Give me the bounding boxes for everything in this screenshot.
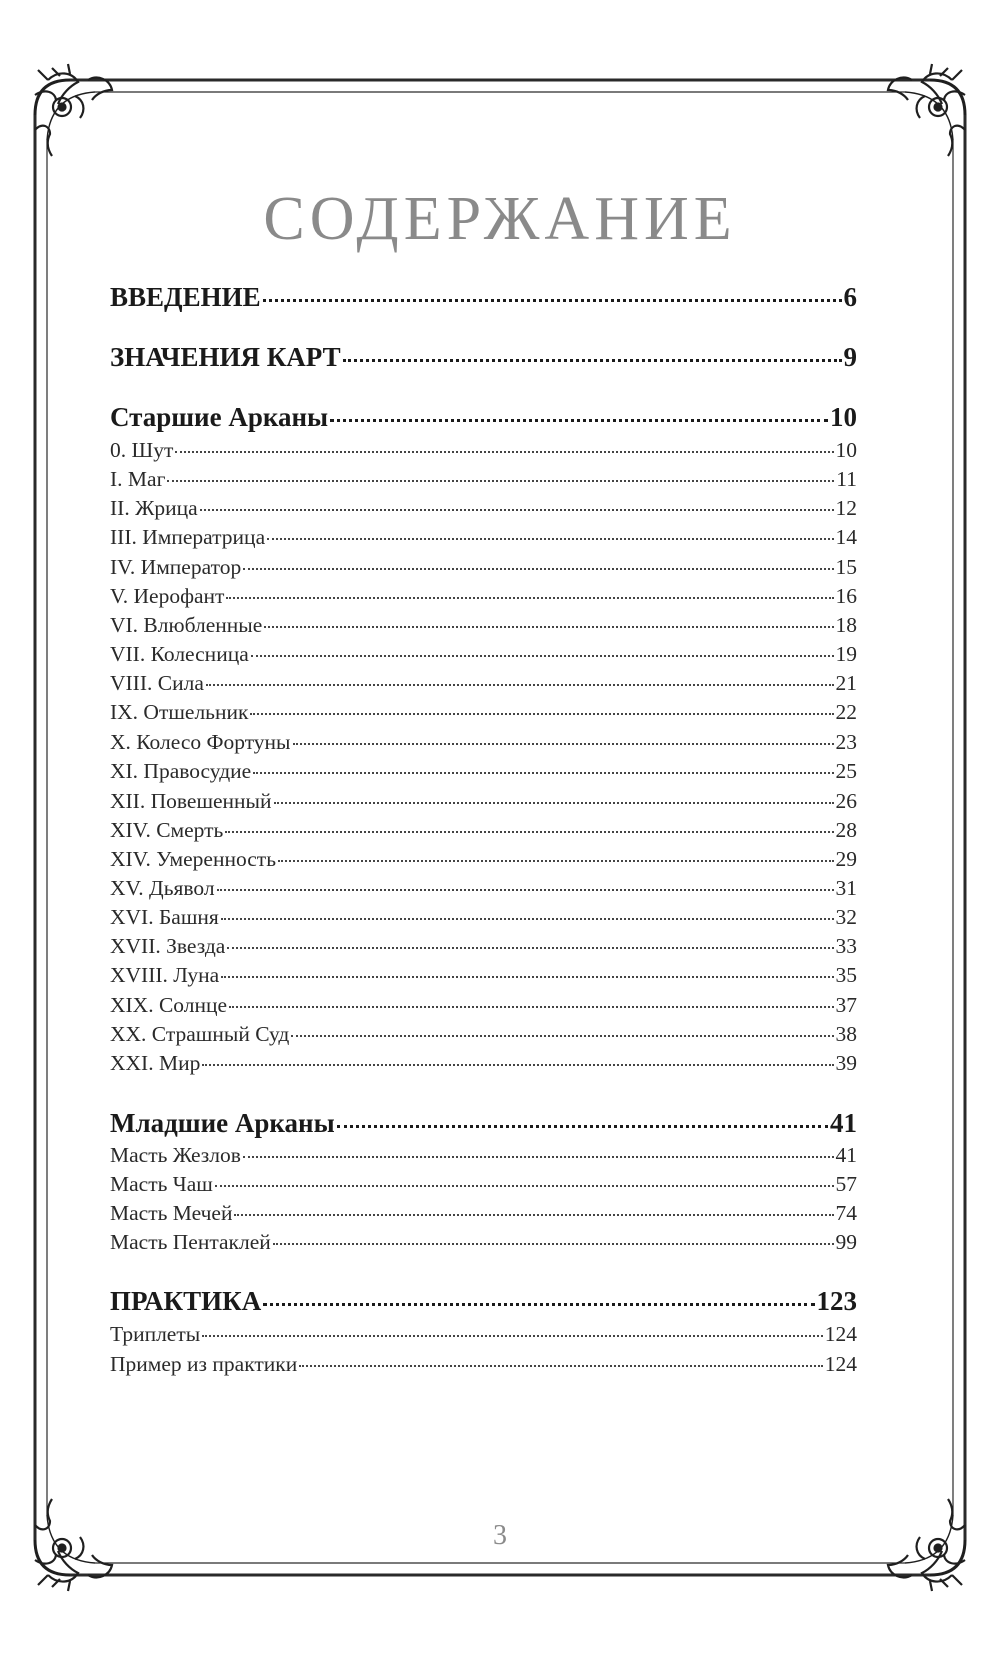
toc-entry bbox=[110, 613, 857, 638]
toc-entry-title: I. Маг bbox=[110, 467, 166, 491]
toc-entry-title: V. Иерофант bbox=[110, 584, 225, 608]
toc-entry bbox=[110, 1230, 857, 1255]
toc-entry bbox=[110, 700, 857, 725]
toc-entry bbox=[110, 642, 857, 667]
toc-entry-title: ПРАКТИКА bbox=[110, 1286, 262, 1316]
toc-dot-leader bbox=[291, 1035, 833, 1037]
toc-entry-page: 124 bbox=[824, 1322, 857, 1346]
toc-entry-page: 38 bbox=[835, 1022, 857, 1046]
toc-entry-page: 19 bbox=[835, 642, 857, 666]
toc-entry-title: VIII. Сила bbox=[110, 671, 204, 695]
toc-entry-page: 10 bbox=[835, 438, 857, 462]
toc-entry-page: 31 bbox=[835, 876, 857, 900]
toc-entry bbox=[110, 934, 857, 959]
toc-entry-page: 16 bbox=[835, 584, 857, 608]
toc-entry bbox=[110, 847, 857, 872]
toc-entry bbox=[110, 1172, 857, 1197]
toc-entry bbox=[110, 282, 857, 313]
toc-entry-title: II. Жрица bbox=[110, 496, 198, 520]
toc-entry-title: IV. Император bbox=[110, 555, 242, 579]
toc-dot-leader bbox=[229, 1006, 833, 1008]
toc-entry bbox=[110, 993, 857, 1018]
toc-entry bbox=[110, 1143, 857, 1168]
toc-dot-leader bbox=[225, 831, 833, 833]
toc-entry-page: 123 bbox=[816, 1286, 857, 1316]
toc-entry-title: Масть Чаш bbox=[110, 1172, 213, 1196]
toc-dot-leader bbox=[202, 1064, 833, 1066]
toc-dot-leader bbox=[251, 655, 834, 657]
toc-entry-page: 26 bbox=[835, 789, 857, 813]
toc-dot-leader bbox=[227, 947, 833, 949]
toc-entry-title: XVIII. Луна bbox=[110, 963, 220, 987]
toc-entry bbox=[110, 905, 857, 930]
toc-entry-title: IX. Отшельник bbox=[110, 700, 249, 724]
toc-entry bbox=[110, 1322, 857, 1347]
toc-entry-page: 28 bbox=[835, 818, 857, 842]
table-of-contents bbox=[110, 0, 857, 1655]
toc-entry bbox=[110, 789, 857, 814]
toc-entry-page: 12 bbox=[835, 496, 857, 520]
toc-entry-page: 41 bbox=[830, 1108, 857, 1138]
toc-entry-page: 15 bbox=[835, 555, 857, 579]
toc-entry-page: 33 bbox=[835, 934, 857, 958]
toc-entry bbox=[110, 496, 857, 521]
toc-dot-leader bbox=[263, 299, 842, 302]
toc-entry-title: 0. Шут bbox=[110, 438, 174, 462]
toc-entry bbox=[110, 555, 857, 580]
toc-entry-page: 22 bbox=[835, 700, 857, 724]
toc-entry-title: VII. Колесница bbox=[110, 642, 249, 666]
toc-dot-leader bbox=[337, 1125, 828, 1128]
toc-dot-leader bbox=[264, 626, 833, 628]
toc-entry bbox=[110, 1022, 857, 1047]
toc-dot-leader bbox=[243, 1156, 834, 1158]
toc-entry bbox=[110, 584, 857, 609]
toc-entry-page: 74 bbox=[835, 1201, 857, 1225]
toc-dot-leader bbox=[293, 743, 834, 745]
toc-entry bbox=[110, 467, 857, 492]
toc-dot-leader bbox=[206, 684, 834, 686]
toc-entry bbox=[110, 1108, 857, 1139]
toc-entry bbox=[110, 402, 857, 433]
toc-entry-page: 14 bbox=[835, 525, 857, 549]
page-title: СОДЕРЖАНИЕ bbox=[263, 185, 737, 253]
toc-entry-page: 21 bbox=[835, 671, 857, 695]
toc-dot-leader bbox=[343, 359, 842, 362]
toc-dot-leader bbox=[221, 918, 834, 920]
toc-entry-page: 35 bbox=[835, 963, 857, 987]
toc-dot-leader bbox=[253, 772, 833, 774]
toc-entry-title: XIV. Смерть bbox=[110, 818, 224, 842]
toc-entry bbox=[110, 818, 857, 843]
toc-entry-title: Масть Жезлов bbox=[110, 1143, 241, 1167]
toc-dot-leader bbox=[330, 419, 828, 422]
toc-dot-leader bbox=[167, 480, 834, 482]
toc-entry-page: 11 bbox=[836, 467, 857, 491]
toc-entry bbox=[110, 671, 857, 696]
toc-entry bbox=[110, 1051, 857, 1076]
toc-entry-page: 32 bbox=[835, 905, 857, 929]
toc-entry-page: 9 bbox=[843, 342, 857, 372]
toc-entry-page: 18 bbox=[835, 613, 857, 637]
toc-entry-title: XII. Повешенный bbox=[110, 789, 272, 813]
toc-dot-leader bbox=[299, 1365, 823, 1367]
toc-dot-leader bbox=[215, 1185, 834, 1187]
toc-entry-page: 10 bbox=[830, 402, 857, 432]
toc-entry bbox=[110, 730, 857, 755]
toc-dot-leader bbox=[278, 860, 833, 862]
toc-entry-title: XI. Правосудие bbox=[110, 759, 252, 783]
toc-entry bbox=[110, 525, 857, 550]
toc-entry-page: 37 bbox=[835, 993, 857, 1017]
toc-dot-leader bbox=[202, 1335, 823, 1337]
toc-entry-title: III. Императрица bbox=[110, 525, 266, 549]
toc-entry-page: 124 bbox=[824, 1352, 857, 1376]
toc-entry-page: 29 bbox=[835, 847, 857, 871]
toc-entry-page: 99 bbox=[835, 1230, 857, 1254]
toc-dot-leader bbox=[175, 451, 833, 453]
toc-entry bbox=[110, 1286, 857, 1317]
toc-dot-leader bbox=[217, 889, 834, 891]
toc-dot-leader bbox=[226, 597, 833, 599]
toc-dot-leader bbox=[273, 1243, 834, 1245]
toc-entry-page: 25 bbox=[835, 759, 857, 783]
toc-entry bbox=[110, 342, 857, 373]
toc-entry bbox=[110, 759, 857, 784]
toc-dot-leader bbox=[243, 568, 833, 570]
toc-dot-leader bbox=[221, 976, 833, 978]
toc-entry bbox=[110, 1201, 857, 1226]
toc-dot-leader bbox=[263, 1303, 814, 1306]
toc-entry-title: ЗНАЧЕНИЯ КАРТ bbox=[110, 342, 341, 372]
toc-entry-title: X. Колесо Фортуны bbox=[110, 730, 291, 754]
toc-entry-title: ВВЕДЕНИЕ bbox=[110, 282, 261, 312]
toc-entry-title: XVI. Башня bbox=[110, 905, 219, 929]
toc-dot-leader bbox=[200, 509, 834, 511]
toc-entry-title: Младшие Арканы bbox=[110, 1108, 335, 1138]
toc-entry bbox=[110, 438, 857, 463]
toc-entry-title: XXI. Мир bbox=[110, 1051, 201, 1075]
toc-dot-leader bbox=[250, 713, 833, 715]
toc-entry-title: Триплеты bbox=[110, 1322, 201, 1346]
toc-entry-title: XVII. Звезда bbox=[110, 934, 226, 958]
toc-entry-title: XV. Дьявол bbox=[110, 876, 215, 900]
toc-dot-leader bbox=[267, 538, 833, 540]
page-number: 3 bbox=[493, 1520, 507, 1551]
toc-entry bbox=[110, 963, 857, 988]
toc-entry-title: XX. Страшный Суд bbox=[110, 1022, 290, 1046]
toc-entry-page: 57 bbox=[835, 1172, 857, 1196]
toc-entry-title: Пример из практики bbox=[110, 1352, 298, 1376]
toc-entry bbox=[110, 1352, 857, 1377]
toc-dot-leader bbox=[274, 802, 834, 804]
toc-entry-page: 39 bbox=[835, 1051, 857, 1075]
toc-entry-title: Старшие Арканы bbox=[110, 402, 329, 432]
toc-entry-title: VI. Влюбленные bbox=[110, 613, 263, 637]
toc-entry-title: XIV. Умеренность bbox=[110, 847, 277, 871]
toc-entry-page: 41 bbox=[835, 1143, 857, 1167]
toc-entry-page: 6 bbox=[843, 282, 857, 312]
toc-entry-title: Масть Мечей bbox=[110, 1201, 233, 1225]
toc-entry bbox=[110, 876, 857, 901]
toc-entry-page: 23 bbox=[835, 730, 857, 754]
toc-entry-title: XIX. Солнце bbox=[110, 993, 228, 1017]
toc-entry-title: Масть Пентаклей bbox=[110, 1230, 271, 1254]
toc-dot-leader bbox=[234, 1214, 833, 1216]
